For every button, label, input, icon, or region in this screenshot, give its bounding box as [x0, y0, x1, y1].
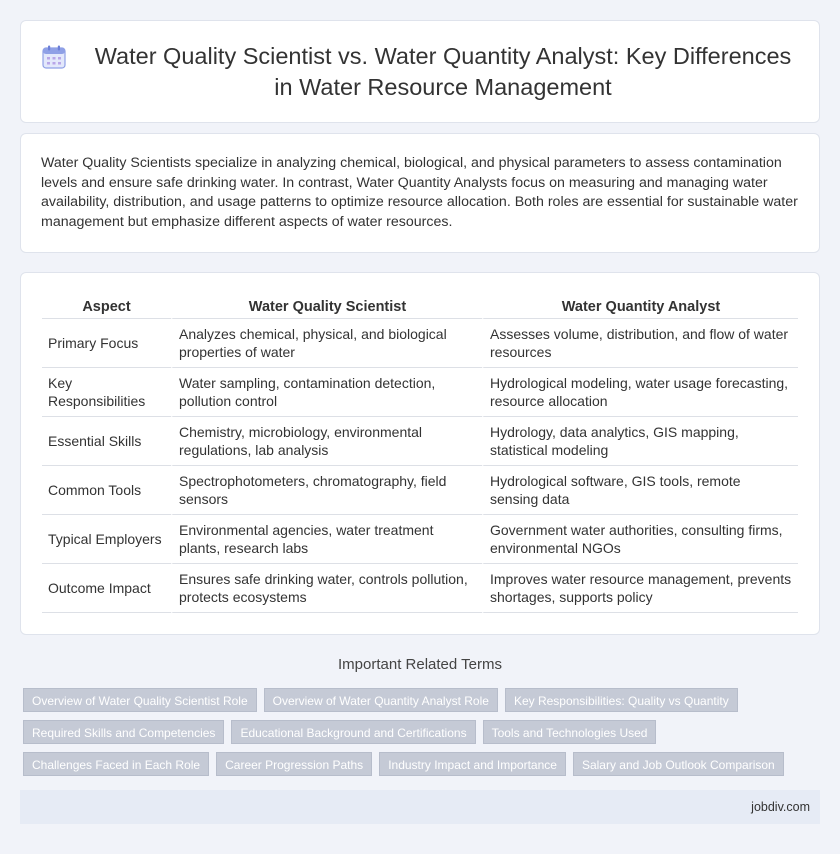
row-aspect: Primary Focus: [42, 319, 171, 368]
tag-row: [23, 752, 823, 776]
row-quality-cell: Environmental agencies, water treatment plants, research labs: [171, 515, 482, 564]
row-quantity-cell: Government water authorities, consulting firms, environmental NGOs: [482, 515, 798, 564]
intro-paragraph: Water Quality Scientists specialize in analyzing chemical, biological, and physical parameters to assess contamination levels and ensure safe drinking water. In contrast, Water Quantity Analysts focus on measuring and managing water availability, distribution, and usage patterns to optimize resource allocation. Both roles are essential for sustainable water management but emphasize different aspects of water resources.: [41, 155, 798, 230]
tag-row: [23, 720, 823, 744]
row-quality-cell: Water sampling, contamination detection, pollution control: [171, 368, 482, 417]
related-tag[interactable]: Overview of Water Quantity Analyst Role: [264, 688, 498, 712]
row-quantity-cell: Improves water resource management, prevents shortages, supports policy: [482, 564, 798, 613]
table-row: [42, 319, 798, 368]
row-quality-cell: Spectrophotometers, chromatography, field sensors: [171, 466, 482, 515]
row-quality-cell: Chemistry, microbiology, environmental regulations, lab analysis: [171, 417, 482, 466]
row-aspect: Typical Employers: [42, 515, 171, 564]
footer-site-link[interactable]: jobdiv.com: [751, 800, 810, 814]
related-terms-tags: [23, 688, 823, 784]
header-aspect: Aspect: [42, 295, 171, 319]
row-aspect: Outcome Impact: [42, 564, 171, 613]
row-quantity-cell: Hydrology, data analytics, GIS mapping, statistical modeling: [482, 417, 798, 466]
calendar-icon: [41, 44, 67, 70]
related-tag[interactable]: Required Skills and Competencies: [23, 720, 224, 744]
table-row: [42, 417, 798, 466]
header-card: [20, 20, 820, 123]
tag-row: [23, 688, 823, 712]
related-terms-title: Important Related Terms: [338, 656, 502, 673]
related-tag[interactable]: Career Progression Paths: [216, 752, 372, 776]
related-tag[interactable]: Challenges Faced in Each Role: [23, 752, 209, 776]
related-tag[interactable]: Key Responsibilities: Quality vs Quantity: [505, 688, 738, 712]
row-quality-cell: Ensures safe drinking water, controls pollution, protects ecosystems: [171, 564, 482, 613]
related-tag[interactable]: Industry Impact and Importance: [379, 752, 566, 776]
related-tag[interactable]: Educational Background and Certifications: [231, 720, 475, 744]
comparison-card: [20, 272, 820, 635]
row-aspect: Key Responsibilities: [42, 368, 171, 417]
row-quantity-cell: Assesses volume, distribution, and flow of water resources: [482, 319, 798, 368]
row-quantity-cell: Hydrological modeling, water usage forecasting, resource allocation: [482, 368, 798, 417]
row-quality-cell: Analyzes chemical, physical, and biological properties of water: [171, 319, 482, 368]
table-row: [42, 564, 798, 613]
header-quantity-analyst: Water Quantity Analyst: [482, 295, 798, 319]
row-aspect: Common Tools: [42, 466, 171, 515]
related-tag[interactable]: Overview of Water Quality Scientist Role: [23, 688, 257, 712]
row-aspect: Essential Skills: [42, 417, 171, 466]
related-tag[interactable]: Tools and Technologies Used: [483, 720, 657, 744]
row-quantity-cell: Hydrological software, GIS tools, remote sensing data: [482, 466, 798, 515]
comparison-table: [42, 295, 798, 613]
table-header-row: [42, 295, 798, 319]
header-quality-scientist: Water Quality Scientist: [171, 295, 482, 319]
related-tag[interactable]: Salary and Job Outlook Comparison: [573, 752, 784, 776]
table-row: [42, 515, 798, 564]
page-title: Water Quality Scientist vs. Water Quantity Analyst: Key Differences in Water Resource Management: [94, 42, 792, 100]
table-row: [42, 466, 798, 515]
table-row: [42, 368, 798, 417]
footer: [20, 790, 820, 824]
intro-card: [20, 133, 820, 253]
